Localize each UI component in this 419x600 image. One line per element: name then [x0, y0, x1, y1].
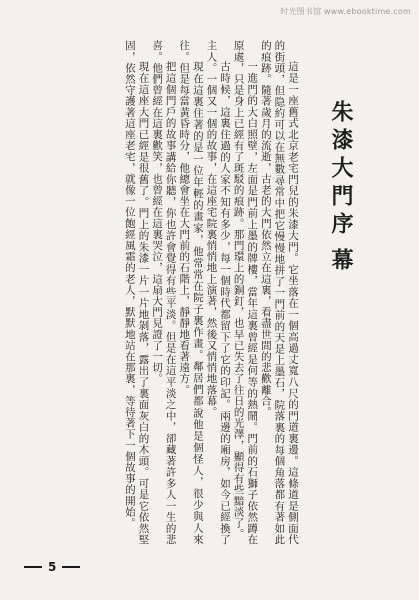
paragraph: 一進門的大白照壁，左面是門前上墨的牌樓，當年這裏曾經是何等的熱鬧。門前的石獅子依然蹲在原處，只是身上已經有了斑駁的痕跡。那門環上的銅釘，也早已失去了往日的光澤，顯得有些黯淡了。 — [232, 40, 259, 545]
title-vermilion-gate: 朱漆大門 — [328, 100, 354, 212]
paragraph: 這是一座舊式北京老宅門兒的朱漆大門。它坐落在一個高過丈寬八尺的門道裏邊。這條道是側面代的街頭，但隐約可以在無數尋常中把它慢慢地拼了一門前的天是上墨石，院落裏的每個角落都有著如此的痕跡。隨著歲月的流逝，古老的大門依然立在這裏，看盡世間的悲歡離合。 — [259, 40, 299, 545]
paragraph: 古時候，這裏住過的人家不知有多少，每一個時代都留下了它的印記。兩邊的廂房，如今已經換了主人。一個又一個的故事，在這座宅院裏悄悄地上演著，然後又悄悄地落幕。 — [205, 40, 232, 545]
body-text — [49, 40, 299, 545]
page-number — [24, 560, 80, 574]
watermark: 时光图书馆 www.ebooktime.com — [280, 7, 411, 16]
dash-right — [62, 566, 80, 568]
page-number-text: 5 — [48, 560, 57, 574]
paragraph: 把這個門戶的故事講給你聽，你也許會覺得有些平淡。但是在這平淡之中，卻藏著許多人一生的悲喜。他們曾經在這裏歡笑，也曾經在這裏哭泣，這扇大門見證了一切。 — [151, 40, 177, 545]
paragraph: 現在這座大門已經是很舊了。門上的朱漆一片一片地剝落，露出了裏面灰白的木頭。可是它依然堅固，依然守護著這座老宅，就像一位飽經風霜的老人，默默地站在那裏，等待著下一個故事的開始。 — [123, 40, 150, 545]
chapter-title — [316, 42, 357, 284]
paragraph: 現在這裏住著的是一位年輕的畫家，他常常在院子裏作畫。鄰居們都說他是個怪人，很少與人來往。但是每當黃昏時分，他總會坐在大門前的石階上，靜靜地看著遠方。 — [178, 40, 204, 545]
title-prologue: 序幕 — [328, 212, 354, 284]
dash-left — [24, 566, 42, 568]
